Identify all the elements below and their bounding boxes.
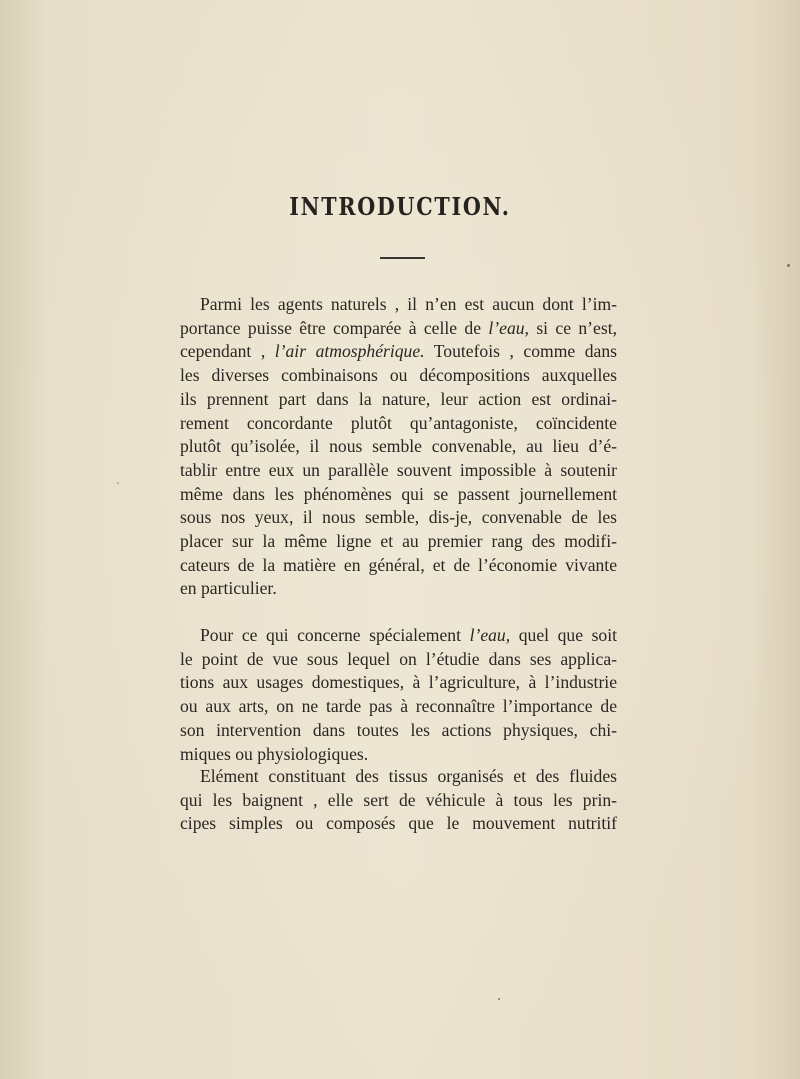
text-line: sous nos yeux, il nous semble, dis-je, convenable de les: [180, 507, 617, 528]
text-line: ou aux arts, on ne tarde pas à reconnaître l’importance de: [180, 696, 617, 717]
text-line: rement concordante plutôt qu’antagoniste, coïncidente: [180, 412, 617, 433]
italic-term: l’eau,: [488, 317, 529, 338]
text-line: Elément constituant des tissus organisés et des fluides: [200, 766, 617, 786]
text-line: les diverses combinaisons ou décompositions auxquelles: [180, 365, 617, 386]
italic-term: l’air atmosphérique.: [274, 341, 425, 362]
text-line: en particulier.: [180, 578, 277, 599]
text-line: plutôt qu’isolée, il nous semble convenable, au lieu d’é-: [180, 436, 617, 457]
text-line: cependant , l’air atmosphérique. Toutefois , comme dans: [180, 341, 617, 362]
text-line: cipes simples ou composés que le mouvement nutritif: [180, 813, 617, 834]
paragraph-2: [180, 624, 617, 766]
paper-speck: [498, 998, 500, 1000]
italic-term: l’eau,: [469, 625, 511, 645]
paper-speck: [787, 264, 790, 267]
paragraph-1: [180, 293, 617, 601]
text-line: Pour ce qui concerne spécialement l’eau, quel que soit: [200, 625, 618, 645]
text-line: cateurs de la matière en général, et de l’économie vivante: [180, 554, 617, 575]
text-line: tablir entre eux un parallèle souvent impossible à soutenir: [180, 459, 617, 480]
text-line: tions aux usages domestiques, à l’agriculture, à l’industrie: [180, 672, 617, 693]
page-title: INTRODUCTION.: [289, 192, 511, 221]
text-line: miques ou physiologiques.: [180, 743, 369, 764]
text-line: portance puisse être comparée à celle de l’eau, si ce n’est,: [180, 317, 617, 338]
text-line: son intervention dans toutes les actions physiques, chi-: [180, 719, 617, 740]
text-line: même dans les phénomènes qui se passent journellement: [180, 483, 617, 504]
text-line: ils prennent part dans la nature, leur action est ordinai-: [180, 388, 617, 409]
text-line: Parmi les agents naturels , il n’en est aucun dont l’im-: [200, 294, 617, 314]
text-line: qui les baignent , elle sert de véhicule à tous les prin-: [180, 789, 617, 810]
text-line: placer sur la même ligne et au premier rang des modifi-: [180, 531, 617, 552]
paper-speck: [117, 482, 119, 484]
text-line: le point de vue sous lequel on l’étudie dans ses applica-: [180, 648, 617, 669]
title-rule: [380, 257, 425, 259]
paragraph-3: [180, 765, 617, 836]
